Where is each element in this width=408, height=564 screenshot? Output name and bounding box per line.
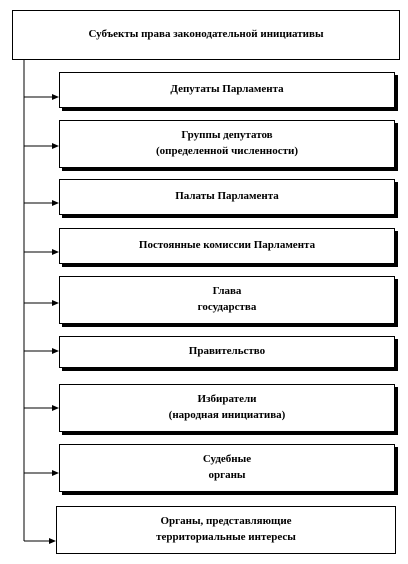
item-box-voters <box>59 384 395 432</box>
item-label: Судебные <box>202 453 252 466</box>
item-label: Палаты Парламента <box>175 190 279 203</box>
item-label: государства <box>197 301 257 313</box>
item-box-standing-committees <box>59 228 395 264</box>
item-label: территориальные интересы <box>156 531 296 543</box>
item-label: Группы депутатов <box>181 129 273 142</box>
item-label: Правительство <box>188 345 266 358</box>
item-box-chambers <box>59 179 395 215</box>
item-label: Избиратели <box>197 393 257 406</box>
item-box-government <box>59 336 395 368</box>
root-label: Субъекты права законодательной инициативы <box>88 28 324 41</box>
item-box-head-of-state <box>59 276 395 324</box>
item-label: (народная инициатива) <box>168 409 286 421</box>
item-label: Органы, представляющие <box>160 515 292 528</box>
item-box-deputies <box>59 72 395 108</box>
item-label: Глава <box>212 285 242 298</box>
item-box-territorial-bodies <box>56 506 396 554</box>
item-label: Депутаты Парламента <box>170 83 284 96</box>
item-label: (определенной численности) <box>155 145 299 157</box>
item-label: Постоянные комиссии Парламента <box>138 239 316 252</box>
item-label: органы <box>208 469 246 481</box>
item-box-judicial-bodies <box>59 444 395 492</box>
root-box <box>12 10 400 60</box>
item-box-deputy-groups <box>59 120 395 168</box>
